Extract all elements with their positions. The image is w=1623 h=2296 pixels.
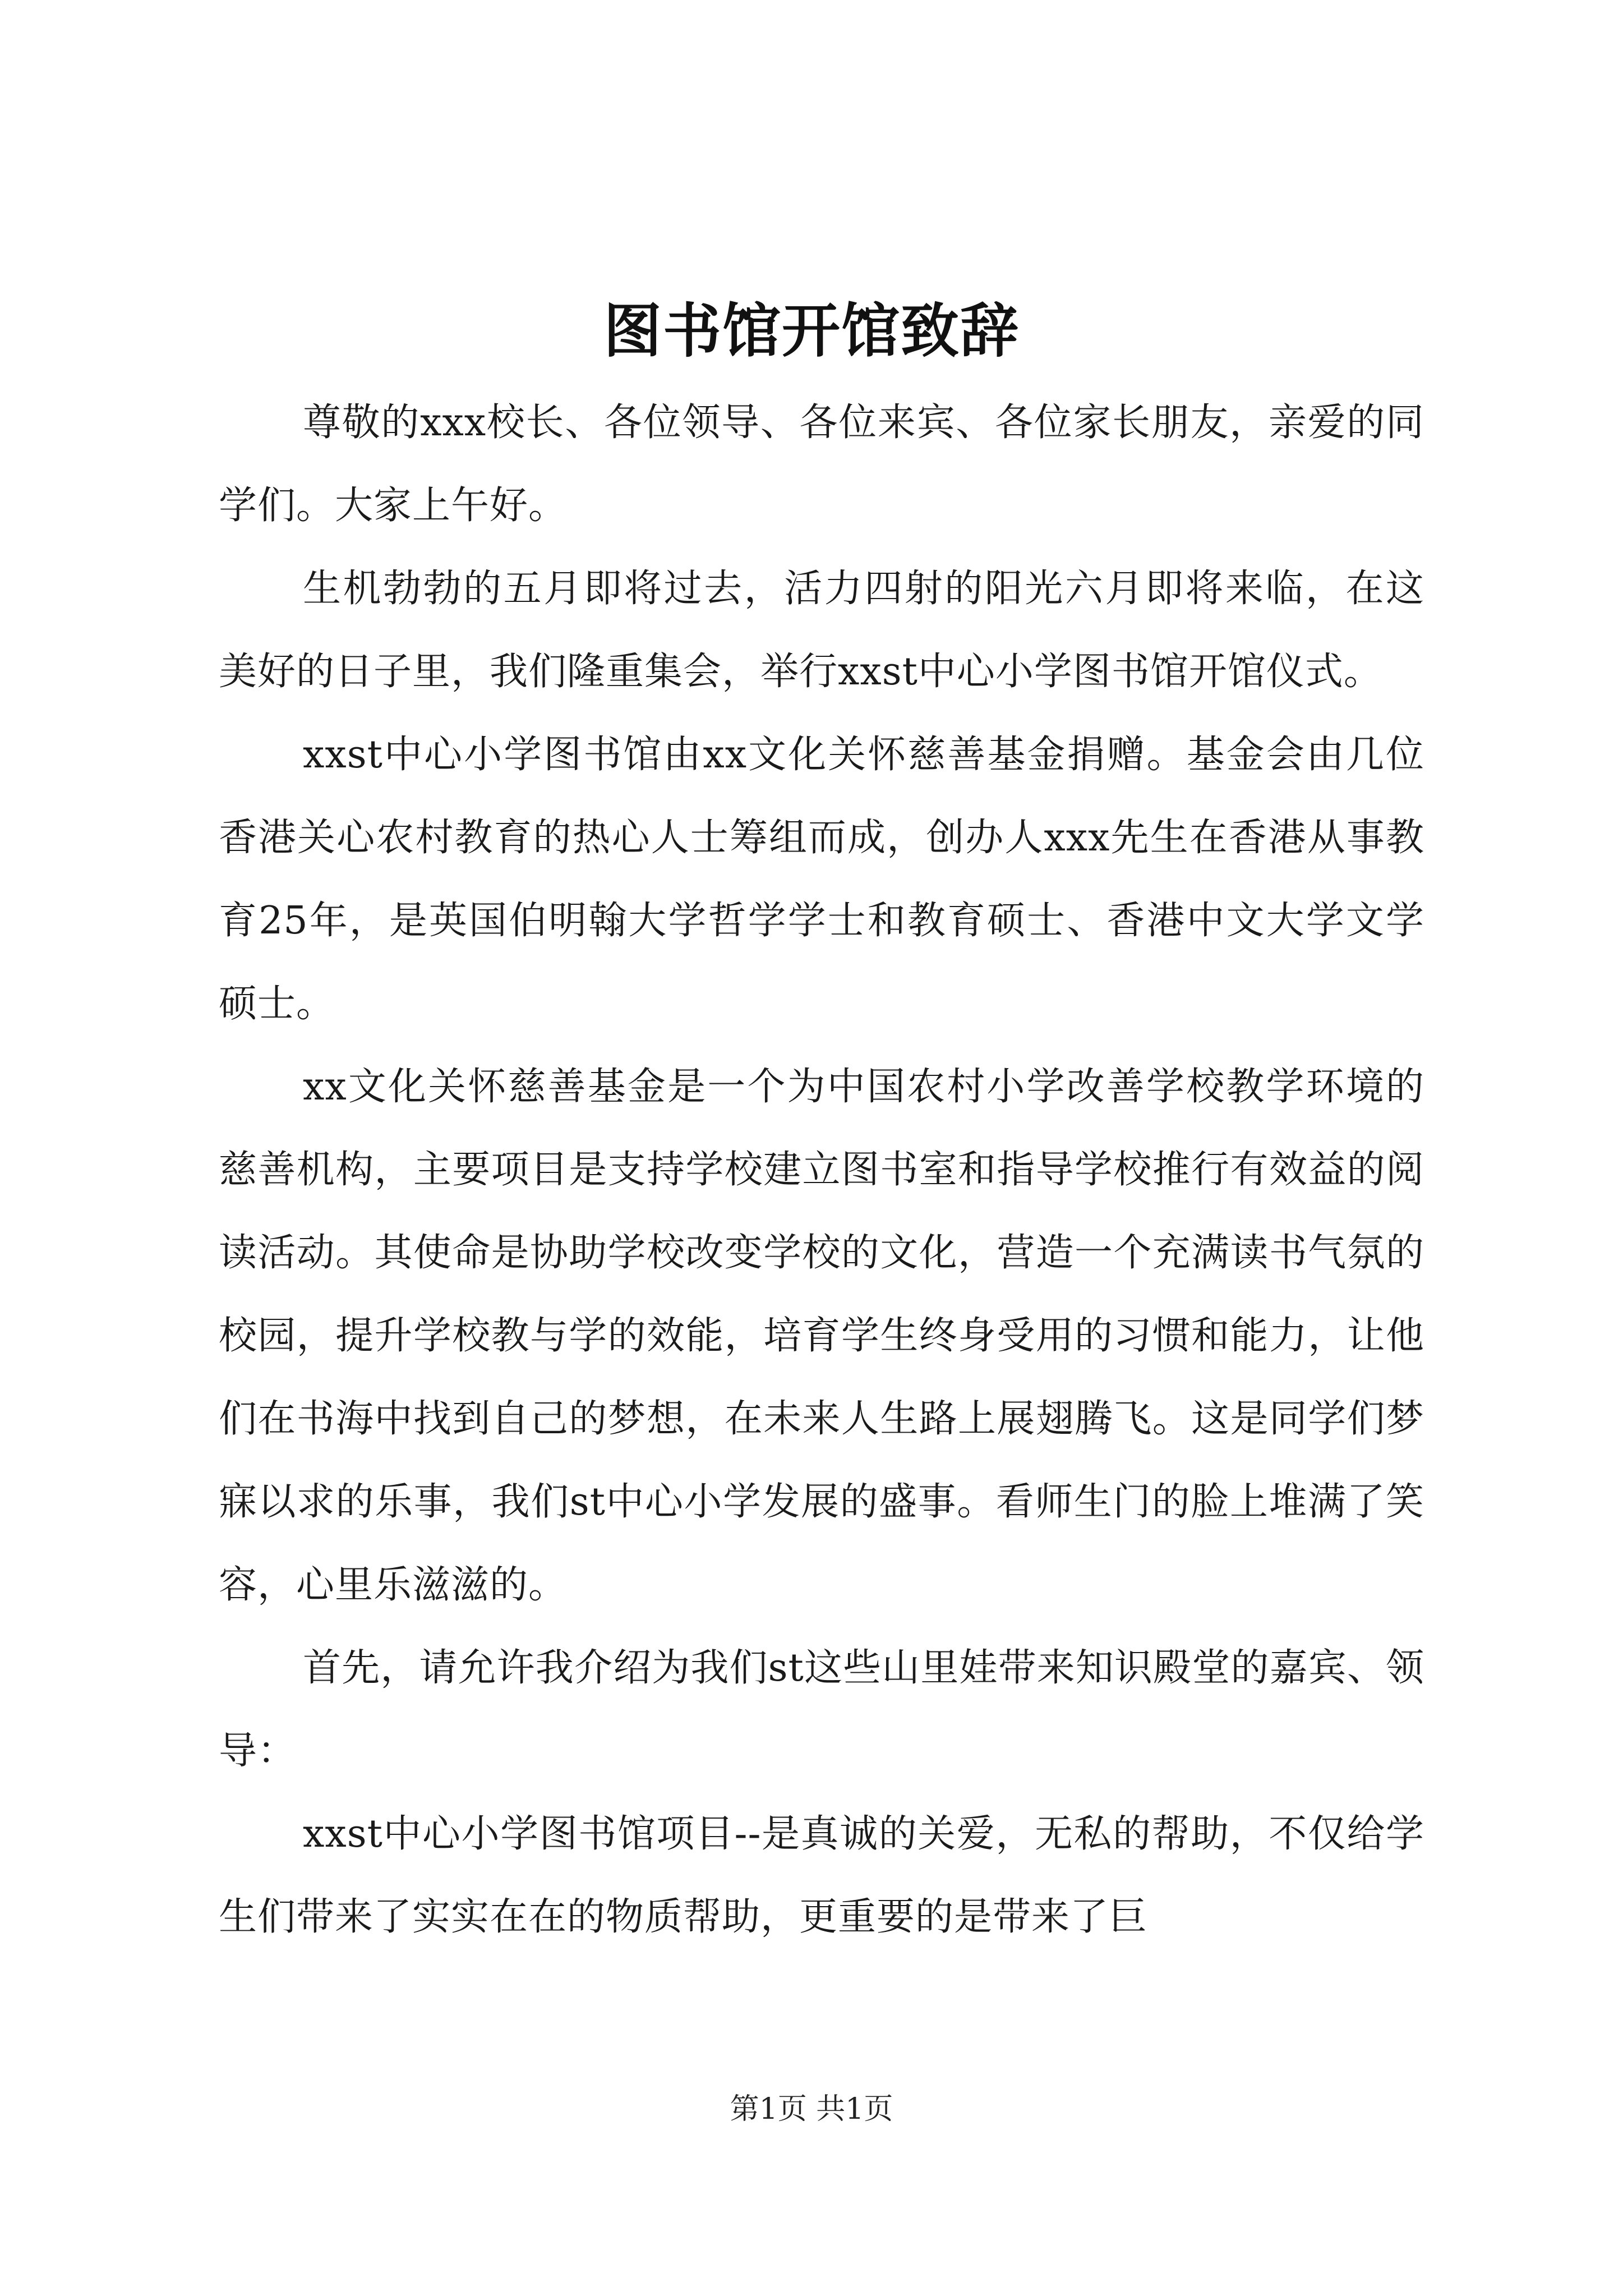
paragraph-introduction: 首先，请允许我介绍为我们st这些山里娃带来知识殿堂的嘉宾、领导： — [219, 1646, 1424, 1773]
page-number: 第1页 共1页 — [730, 2092, 893, 2126]
paragraph-opening: 生机勃勃的五月即将过去，活力四射的阳光六月即将来临，在这美好的日子里，我们隆重集会，举行xxst中心小学图书馆开馆仪式。 — [219, 567, 1424, 694]
paragraph-donor: xxst中心小学图书馆由xx文化关怀慈善基金捐赠。基金会由几位香港关心农村教育的热心人士筹组而成，创办人xxx先生在香港从事教育25年，是英国伯明翰大学哲学学士和教育硕士、香港中文大学文学硕士。 — [219, 733, 1424, 1026]
document-body — [219, 381, 1424, 1959]
document-title: 图书馆开馆致辞 — [603, 296, 1020, 365]
paragraph-foundation: xx文化关怀慈善基金是一个为中国农村小学改善学校教学环境的慈善机构，主要项目是支持学校建立图书室和指导学校推行有效益的阅读活动。其使命是协助学校改变学校的文化，营造一个充满读书气氛的校园，提升学校教与学的效能，培育学生终身受用的习惯和能力，让他们在书海中找到自己的梦想，在未来人生路上展翅腾飞。这是同学们梦寐以求的乐事，我们st中心小学发展的盛事。看师生门的脸上堆满了笑容，心里乐滋滋的。 — [219, 1065, 1424, 1607]
paragraph-greeting: 尊敬的xxx校长、各位领导、各位来宾、各位家长朋友，亲爱的同学们。大家上午好。 — [219, 401, 1424, 528]
paragraph-project: xxst中心小学图书馆项目--是真诚的关爱，无私的帮助，不仅给学生们带来了实实在在的物质帮助，更重要的是带来了巨 — [219, 1812, 1424, 1939]
